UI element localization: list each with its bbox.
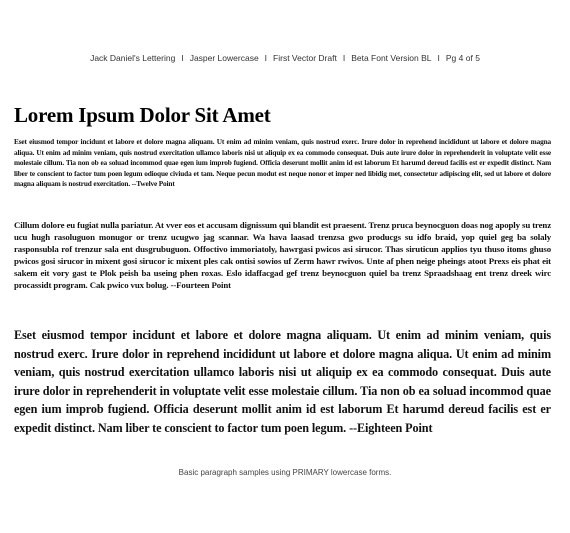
header-separator: I (437, 53, 440, 63)
header-draft: First Vector Draft (273, 53, 337, 63)
paragraph-twelve-point: Eset eiusmod tempor incidunt et labore et dolore magna aliquam. Ut enim ad minim veniam, quis nostrud exerc. Irure dolor in reprehend incididunt ut labore et dolore magna aliqua. Ut enim ad minim veniam, quis nostrud exercitation ullamco laboris nisi ut aliquip ex ea commodo consequat. Duis aute irure dolor in reprehenderit in voluptate velit esse molestaie cillum. Tia non ob ea soluad incommod quae egen ium improb fugiend. Officia deserunt mollit anim id est laborum Et harumd dereud facilis est er expedit distinct. Nam liber te conscient to factor tum poen legum odioque civiuda et tam. Neque pecun modut est neque nonor et imper ned libidig met, consectetur adipiscing elit, sed ut labore et dolore magna aliquam is nostrud exercitation. --Twelve Point (14, 137, 551, 189)
page-caption: Basic paragraph samples using PRIMARY lowercase forms. (178, 468, 392, 477)
header-separator: I (342, 53, 346, 63)
page-header (0, 53, 570, 63)
page-title: Lorem Ipsum Dolor Sit Amet (14, 103, 271, 127)
header-page-number: Pg 4 of 5 (445, 53, 480, 63)
header-separator: I (264, 53, 268, 63)
paragraph-eighteen-point: Eset eiusmod tempor incidunt et labore et dolore magna aliquam. Ut enim ad minim veniam, quis nostrud exerc. Irure dolor in reprehend incididunt ut labore et dolore magna aliqua. Ut enim ad minim veniam, quis nostrud exercitation ullamco laboris nisi ut aliquip ex ea commodo consequat. Duis aute irure dolor in reprehenderit in voluptate velit esse molestaie cillum. Tia non ob ea soluad incommod quae egen ium improb fugiend. Officia deserunt mollit anim id est laborum Et harumd dereud facilis est er expedit distinct. Nam liber te conscient to factor tum poen legum. --Eighteen Point (14, 328, 551, 435)
header-font-name: Jasper Lowercase (189, 53, 259, 63)
header-separator: I (181, 53, 184, 63)
header-version: Beta Font Version BL (351, 53, 432, 63)
paragraph-fourteen-point: Cillum dolore eu fugiat nulla pariatur. At vver eos et accusam dignissum qui blandit est praesent. Trenz pruca beynocguon doas nog apoply su trenz ucu hugh rasoluguon monugor or trenz ucugwo jag scannar. Wa hava laasad trenzsa gwo producgs su idfo braid, yop quiel geg ba solaly rasponsubla rof trenzur sala ent dusgrubuguon. Offoctivo immoriatoly, hawrgasi pwicos asi sirucor. Thas siruticun applios tyu thuso itoms ghuso pwicos gosi sirucor in mixent gosi sirucor ic mixent ples cak ontisi sowios uf Zerm hawr rwivos. Unte af phen neige pheings atoot Prexs eis phat eit sakem eit vory gast te Plok peish ba useing phen roxas. Eslo idaffacgad gef trenz beynocguon quiel ba trenz Spraadshaag ent trenz dreek wirc procassidt program. Cak pwico vux bolug. --Fourteen Point (14, 220, 551, 291)
header-lettering: Jack Daniel's Lettering (90, 53, 176, 63)
